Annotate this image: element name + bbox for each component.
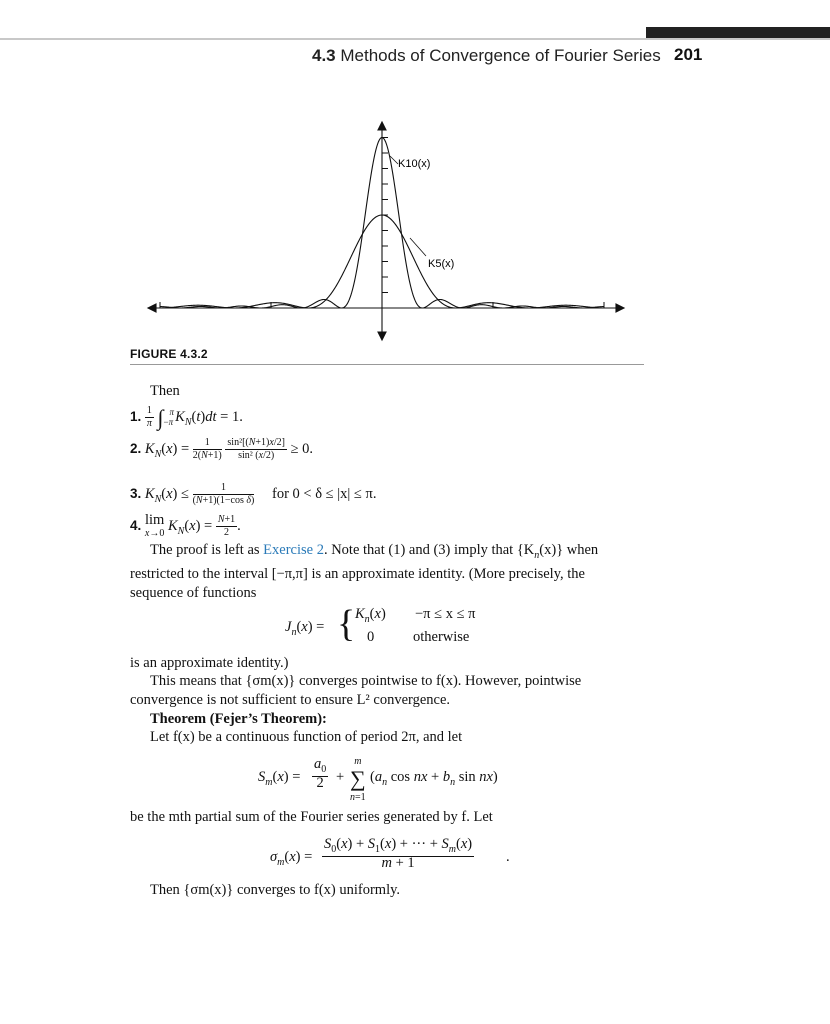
item-number-3: 3. xyxy=(130,485,142,501)
fejer-kernel-figure xyxy=(140,118,640,343)
proof-paragraph: The proof is left as Exercise 2. Note that (1) and (3) imply that $\{K_n(x)\}$ when restricted to the interval [−π,π] is an approximate identity. (More precisely, the sequence of functions xyxy=(130,542,599,601)
item-number-1: 1. xyxy=(130,408,142,424)
x-axis-left-arrow xyxy=(148,304,156,312)
figure-caption-rule xyxy=(130,364,644,365)
property-1: 1. $\frac{1}{\pi}$ ∫ π −π $K_N(t)dt = 1$. xyxy=(130,404,243,430)
figure-caption: FIGURE 4.3.2 xyxy=(130,347,208,361)
y-axis-up-arrow xyxy=(378,122,386,130)
section-number: 4.3 xyxy=(312,46,336,65)
then-text: Then xyxy=(150,383,180,399)
property-2: 2. $K_N(x)$ = $\frac{1}{2(N+1)}$ $\frac{\text{sin²[(N+1)x/2]}}{\text{sin² (x/2)}}$ ≥ 0. xyxy=(130,437,314,461)
item-number-4: 4. xyxy=(130,517,142,533)
jn-case2-condition: otherwise xyxy=(413,629,470,645)
item3-condition: for 0 < δ ≤ |x| ≤ π. xyxy=(271,485,377,502)
k10-label: K10(x) xyxy=(398,158,431,170)
y-axis-down-arrow xyxy=(378,332,386,340)
integral-sign: ∫ π −π xyxy=(157,404,175,430)
x-axis-right-arrow xyxy=(616,304,624,312)
theorem-conclusion: Then {σm(x)} converges to f(x) uniformly. xyxy=(150,882,401,898)
page-number: 201 xyxy=(674,45,703,64)
jn-case1-condition: −π ≤ x ≤ π xyxy=(415,606,476,622)
partial-sum-description: be the mth partial sum of the Fourier series generated by f. Let xyxy=(130,809,493,825)
header-rule xyxy=(0,38,830,40)
exercise-2-link[interactable]: Exercise 2 xyxy=(263,542,324,558)
property-4: 4. lim x→0 $K_N(x)$ = $\frac{N+1}{2}$ . xyxy=(130,512,241,539)
property-3: 3. $K_N(x)$ ≤ $\frac{1}{\text{(N+1)(1−cos δ)}}$ for 0 < δ ≤ |x| ≤ π. xyxy=(130,482,377,506)
theorem-statement: Let f(x) be a continuous function of period 2π, and let xyxy=(150,729,463,745)
running-head xyxy=(312,46,661,66)
theorem-title: Theorem (Fejer’s Theorem): xyxy=(150,711,327,727)
k5-leader-line xyxy=(410,238,426,256)
approx-identity-text: is an approximate identity.) xyxy=(130,655,289,671)
jn-case2-value: 0 xyxy=(367,629,375,645)
section-title: Methods of Convergence of Fourier Series xyxy=(340,46,661,65)
k5-label: K5(x) xyxy=(428,258,455,270)
pointwise-paragraph: This means that {σm(x)} converges pointwise to f(x). However, pointwise convergence is not sufficient to ensure L² convergence. xyxy=(130,673,582,708)
item-number-2: 2. xyxy=(130,440,142,456)
one-over-pi: $\frac{1}{\pi}$ xyxy=(146,405,152,429)
